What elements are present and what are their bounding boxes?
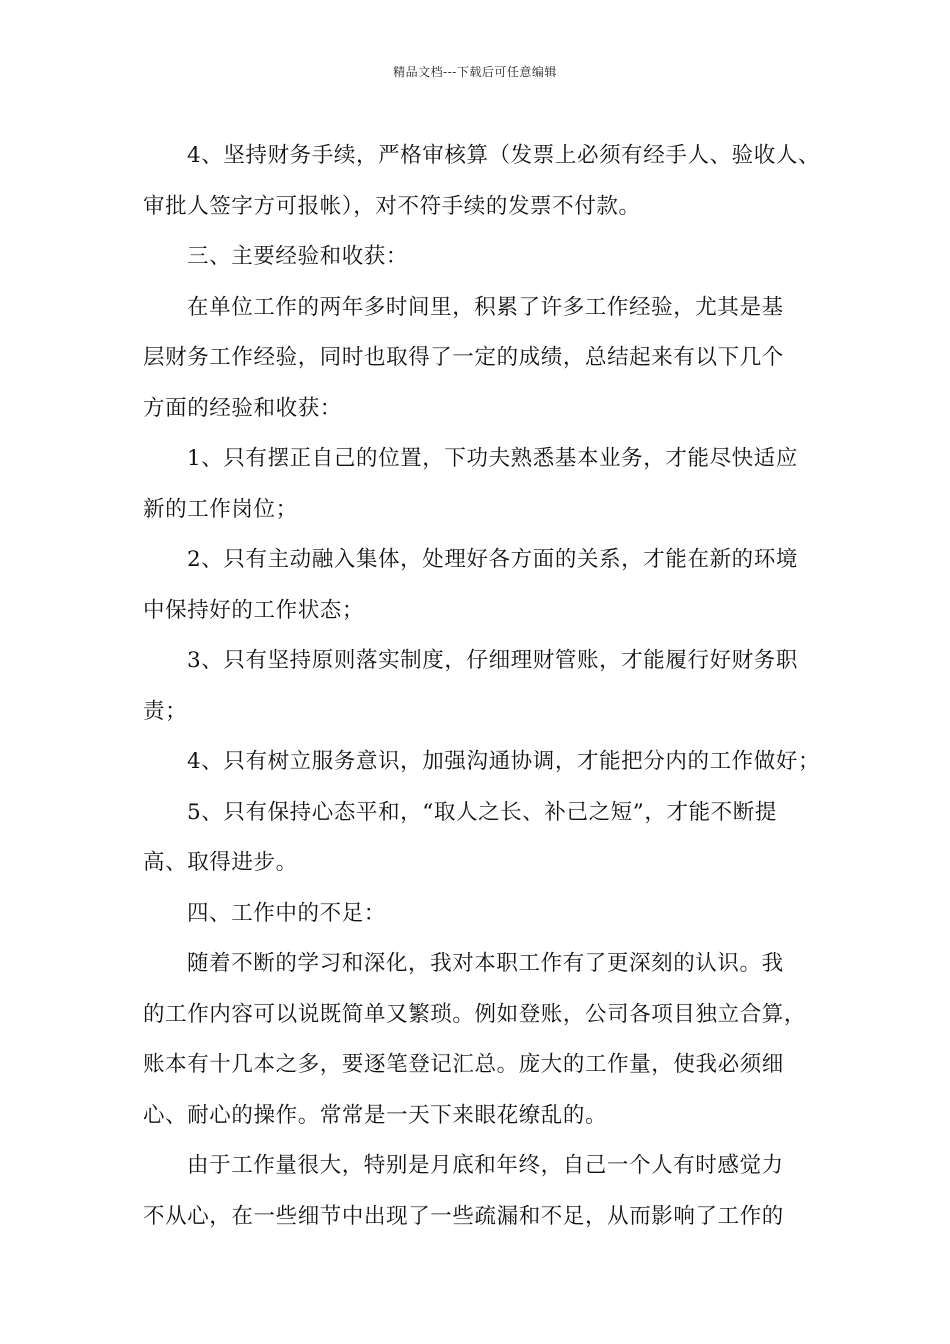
text-line: 新的工作岗位； [143, 496, 298, 522]
text-line: 心、耐心的操作。常常是一天下来眼花缭乱的。 [143, 1102, 608, 1128]
text-line: 2、只有主动融入集体，处理好各方面的关系，才能在新的环境 [187, 547, 798, 572]
text-line: 由于工作量很大，特别是月底和年终，自己一个人有时感觉力 [187, 1153, 784, 1178]
text-line: 不从心，在一些细节中出现了一些疏漏和不足，从而影响了工作的 [143, 1203, 784, 1229]
text-line: 审批人签字方可报帐），对不符手续的发票不付款。 [143, 193, 641, 219]
text-line: 3、只有坚持原则落实制度，仔细理财管账，才能履行好财务职 [187, 648, 798, 673]
text-line: 层财务工作经验，同时也取得了一定的成绩，总结起来有以下几个 [143, 345, 784, 370]
section-heading: 三、主要经验和收获： [187, 244, 409, 269]
text-line: 在单位工作的两年多时间里，积累了许多工作经验，尤其是基 [187, 294, 784, 320]
text-line: 1、只有摆正自己的位置，下功夫熟悉基本业务，才能尽快适应 [187, 446, 798, 471]
text-line: 责； [143, 698, 188, 724]
text-line: 4、坚持财务手续，严格审核算（发票上必须有经手人、验收人、 [187, 143, 821, 168]
document-body [143, 131, 821, 1242]
text-line: 随着不断的学习和深化，我对本职工作有了更深刻的认识。我 [187, 951, 784, 976]
page-header: 精品文档---下载后可任意编辑 [393, 65, 557, 79]
section-heading: 四、工作中的不足： [187, 900, 386, 926]
text-line: 5、只有保持心态平和，“取人之长、补己之短”，才能不断提 [187, 799, 777, 825]
text-line: 4、只有树立服务意识，加强沟通协调，才能把分内的工作做好； [187, 749, 821, 774]
text-line: 的工作内容可以说既简单又繁琐。例如登账，公司各项目独立合算， [143, 1001, 807, 1027]
text-line: 方面的经验和收获： [143, 395, 342, 421]
text-line: 账本有十几本之多，要逐笔登记汇总。庞大的工作量，使我必须细 [143, 1052, 784, 1077]
text-line: 中保持好的工作状态； [143, 597, 365, 623]
text-line: 高、取得进步。 [143, 850, 298, 875]
